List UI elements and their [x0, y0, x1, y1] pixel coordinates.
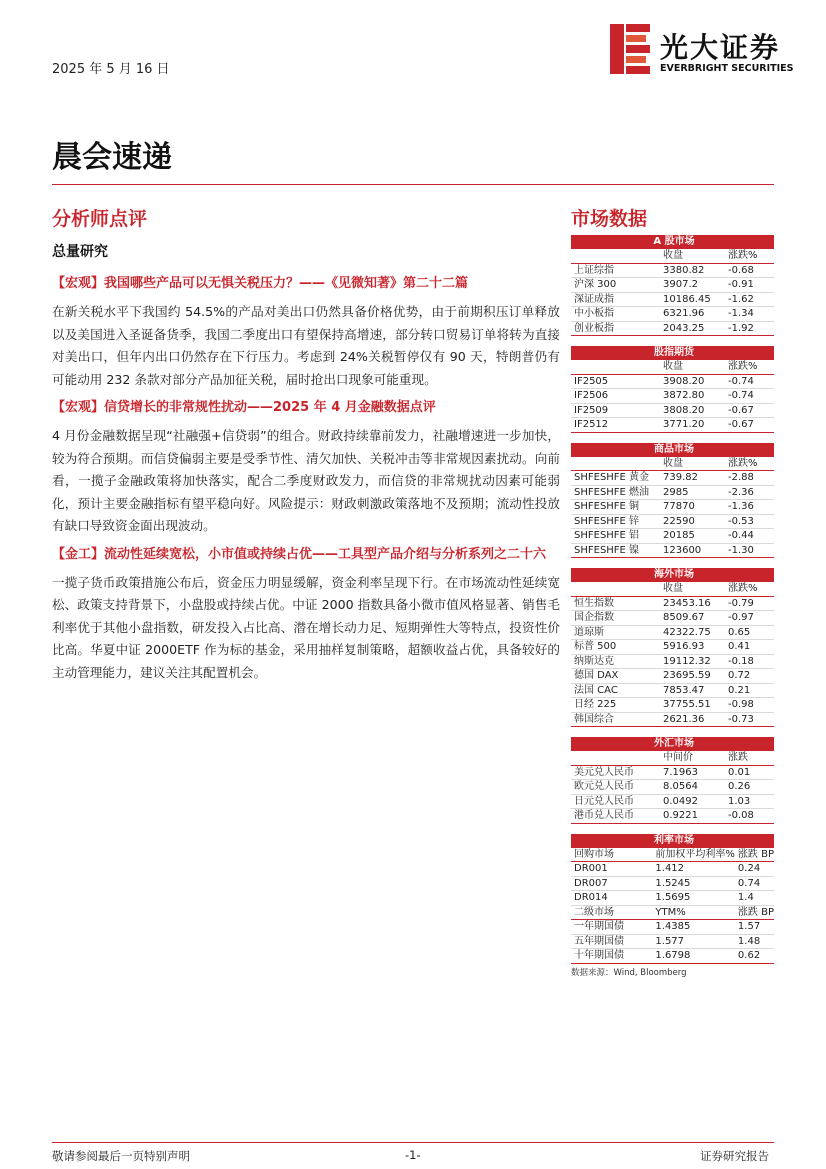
- table-cell: 1.48: [735, 934, 774, 949]
- table-header-row: [571, 249, 774, 263]
- table-cell: 2985: [660, 485, 725, 500]
- table-cell: 收盘: [660, 457, 725, 471]
- article-body: 4 月份金融数据呈现“社融强+信贷弱”的组合。财政持续靠前发力，社融增速进一步加快，较为符合预期。而信贷偏弱主要是受季节性、清欠加快、关税冲击等非常规因素扰动。向前看，一揽子金融政策将加快落实，配合二季度财政发力，而信贷的非常规扰动因素可能弱化，预计主要金融指标有望平稳向好。风险提示：财政刺激政策落地不及预期；流动性投放有缺口导致资金面出现波动。: [52, 428, 560, 533]
- table-row: [571, 611, 774, 626]
- table-cell: 6321.96: [660, 307, 725, 322]
- table-cell: SHFESHFE 锌: [571, 514, 660, 529]
- table-row: [571, 891, 774, 906]
- table-cell: 739.82: [660, 471, 725, 486]
- table-cell: 1.03: [725, 794, 774, 809]
- table-cell: 恒生指数: [571, 596, 660, 611]
- table-cell: -0.67: [725, 418, 774, 433]
- page-number: -1-: [405, 1148, 421, 1162]
- brand-logo: [610, 24, 800, 76]
- footer-divider: [52, 1142, 774, 1143]
- table-cell: IF2506: [571, 389, 660, 404]
- table-row: [571, 514, 774, 529]
- table-row: [571, 920, 774, 935]
- table-band: [571, 235, 774, 249]
- table-cell: DR007: [571, 876, 652, 891]
- table-cell: -0.79: [725, 596, 774, 611]
- table-cell: 二级市场: [571, 905, 652, 920]
- table-cell: 德国 DAX: [571, 669, 660, 684]
- table-cell: SHFESHFE 铜: [571, 500, 660, 515]
- table-cell: 韩国综合: [571, 712, 660, 727]
- table-row: [571, 698, 774, 713]
- table-cell: 一年期国债: [571, 920, 652, 935]
- table-cell: 涨跌: [725, 751, 774, 765]
- report-date: 2025 年 5 月 16 日: [52, 62, 170, 77]
- table-row: [571, 640, 774, 655]
- table-band-label: 商品市场: [571, 443, 774, 457]
- table-cell: 涨跌%: [725, 582, 774, 596]
- table-cell: 前加权平均利率%: [652, 848, 735, 862]
- data-source-note: 数据来源：Wind, Bloomberg: [571, 967, 687, 978]
- table-header-row: [571, 582, 774, 596]
- table-cell: 3771.20: [660, 418, 725, 433]
- table-cell: 5916.93: [660, 640, 725, 655]
- table-row: [571, 654, 774, 669]
- table-cell: 3808.20: [660, 403, 725, 418]
- table-row: [571, 263, 774, 278]
- table-cell: 3380.82: [660, 263, 725, 278]
- table-row: [571, 307, 774, 322]
- table-header-row: [571, 457, 774, 471]
- article-title: 【金工】流动性延续宽松，小市值或持续占优——工具型产品介绍与分析系列之二十六: [52, 546, 547, 562]
- footer-report-type: 证券研究报告: [700, 1149, 769, 1163]
- table-cell: 回购市场: [571, 848, 652, 862]
- table-row: [571, 321, 774, 336]
- table-band-label: 外汇市场: [571, 737, 774, 751]
- table-band-label: 利率市场: [571, 834, 774, 848]
- table-cell: 标普 500: [571, 640, 660, 655]
- table-cell: -0.68: [725, 263, 774, 278]
- table-cell: -1.92: [725, 321, 774, 336]
- table-cell: 收盘: [660, 582, 725, 596]
- table-cell: 3907.2: [660, 278, 725, 293]
- table-cell: 1.6798: [652, 949, 735, 964]
- table-cell: [571, 582, 660, 596]
- analyst-section-heading: 分析师点评: [52, 208, 148, 230]
- table-cell: 19112.32: [660, 654, 725, 669]
- title-divider: [52, 184, 774, 185]
- market-data-column: [571, 204, 774, 978]
- table-band: [571, 443, 774, 457]
- table-cell: -0.98: [725, 698, 774, 713]
- table-cell: -0.73: [725, 712, 774, 727]
- market-data-heading: 市场数据: [571, 208, 648, 230]
- table-cell: 23453.16: [660, 596, 725, 611]
- table-cell: 日经 225: [571, 698, 660, 713]
- table-cell: 涨跌 BP: [735, 905, 774, 920]
- table-cell: 涨跌%: [725, 360, 774, 374]
- table-cell: DR014: [571, 891, 652, 906]
- table-cell: 37755.51: [660, 698, 725, 713]
- table-cell: 1.577: [652, 934, 735, 949]
- table-cell: 22590: [660, 514, 725, 529]
- table-cell: IF2509: [571, 403, 660, 418]
- table-cell: 0.26: [725, 780, 774, 795]
- table-cell: 7853.47: [660, 683, 725, 698]
- table-row: [571, 278, 774, 293]
- table-band: [571, 737, 774, 751]
- table-cell: 2043.25: [660, 321, 725, 336]
- brand-name-cn: 光大证券: [660, 31, 781, 64]
- table-row: [571, 389, 774, 404]
- table-cell: 涨跌%: [725, 249, 774, 263]
- table-cell: 8509.67: [660, 611, 725, 626]
- table-cell: 1.57: [735, 920, 774, 935]
- table-cell: -0.91: [725, 278, 774, 293]
- table-band: [571, 346, 774, 360]
- table-cell: SHFESHFE 黄金: [571, 471, 660, 486]
- table-cell: 国企指数: [571, 611, 660, 626]
- table-cell: 3872.80: [660, 389, 725, 404]
- research-subheading: 总量研究: [52, 244, 108, 260]
- report-title: 晨会速递: [52, 140, 172, 175]
- table-row: [571, 669, 774, 684]
- table-cell: IF2512: [571, 418, 660, 433]
- table-cell: 五年期国债: [571, 934, 652, 949]
- market-table: [571, 737, 774, 824]
- table-row: [571, 543, 774, 558]
- table-cell: [571, 249, 660, 263]
- table-cell: 中小板指: [571, 307, 660, 322]
- table-cell: -0.08: [725, 809, 774, 824]
- table-band-label: A 股市场: [571, 235, 774, 249]
- market-table: [571, 568, 774, 727]
- table-cell: 涨跌 BP: [735, 848, 774, 862]
- article-body: 在新关税水平下我国约 54.5%的产品对美出口仍然具备价格优势，由于前期积压订单释放以及美国进入圣诞备货季，我国二季度出口有望保持高增速，部分转口贸易订单将转为直接对美出口，但年内出口仍然存在下行压力。考虑到 24%关税暂停仅有 90 天，特朗普仍有可能动用 232 条款对部分产品加征关税，届时抢出口现象可能重现。: [52, 304, 560, 387]
- table-row: [571, 683, 774, 698]
- table-row: [571, 292, 774, 307]
- table-cell: 0.74: [735, 876, 774, 891]
- table-cell: -1.34: [725, 307, 774, 322]
- table-cell: 深证成指: [571, 292, 660, 307]
- table-cell: -1.62: [725, 292, 774, 307]
- table-cell: 道琼斯: [571, 625, 660, 640]
- table-cell: 法国 CAC: [571, 683, 660, 698]
- article-body: 一揽子货币政策措施公布后，资金压力明显缓解，资金利率呈现下行。在市场流动性延续宽松、政策支持背景下，小盘股或持续占优。中证 2000 指数具备小微市值风格显著、销售毛利率优于其他小盘指数，研发投入占比高、潜在增长动力足、短期弹性大等特点，投资性价比高。华夏中证 2000ETF 作为标的基金，采用抽样复制策略，超额收益占优，具备较好的主动管理能力，建议关注其配置机会。: [52, 574, 560, 680]
- table-header-row: [571, 848, 774, 862]
- market-table: [571, 443, 774, 559]
- table-row: [571, 794, 774, 809]
- article-title: 【宏观】信贷增长的非常规性扰动——2025 年 4 月金融数据点评: [52, 400, 436, 415]
- table-cell: -1.36: [725, 500, 774, 515]
- table-cell: 0.41: [725, 640, 774, 655]
- table-cell: 0.65: [725, 625, 774, 640]
- table-header-row: [571, 360, 774, 374]
- table-cell: -0.18: [725, 654, 774, 669]
- table-cell: [571, 751, 660, 765]
- market-table: [571, 235, 774, 336]
- table-cell: 20185: [660, 529, 725, 544]
- table-row: [571, 403, 774, 418]
- table-cell: 1.5245: [652, 876, 735, 891]
- market-tables: [571, 235, 774, 964]
- table-cell: 8.0564: [660, 780, 725, 795]
- table-row: [571, 876, 774, 891]
- table-cell: 涨跌%: [725, 457, 774, 471]
- table-cell: 1.5695: [652, 891, 735, 906]
- table-cell: 77870: [660, 500, 725, 515]
- table-cell: -1.30: [725, 543, 774, 558]
- table-row: [571, 529, 774, 544]
- table-cell: 1.4: [735, 891, 774, 906]
- table-cell: 美元兑人民币: [571, 765, 660, 780]
- table-header-row: [571, 751, 774, 765]
- table-row: [571, 625, 774, 640]
- table-cell: 0.9221: [660, 809, 725, 824]
- table-row: [571, 862, 774, 877]
- table-cell: 十年期国债: [571, 949, 652, 964]
- table-row: [571, 500, 774, 515]
- table-band-label: 海外市场: [571, 568, 774, 582]
- table-cell: 0.01: [725, 765, 774, 780]
- table-cell: YTM%: [652, 905, 735, 920]
- table-cell: 0.21: [725, 683, 774, 698]
- table-row: [571, 596, 774, 611]
- table-cell: 纳斯达克: [571, 654, 660, 669]
- table-cell: 1.412: [652, 862, 735, 877]
- table-cell: 0.62: [735, 949, 774, 964]
- table-cell: 日元兑人民币: [571, 794, 660, 809]
- table-cell: 10186.45: [660, 292, 725, 307]
- table-cell: -0.97: [725, 611, 774, 626]
- table-cell: 港币兑人民币: [571, 809, 660, 824]
- table-cell: -2.88: [725, 471, 774, 486]
- table-band: [571, 568, 774, 582]
- table-row: [571, 765, 774, 780]
- table-cell: 收盘: [660, 360, 725, 374]
- table-band-label: 股指期货: [571, 346, 774, 360]
- table-cell: 123600: [660, 543, 725, 558]
- table-cell: 0.0492: [660, 794, 725, 809]
- table-cell: SHFESHFE 铝: [571, 529, 660, 544]
- table-cell: 0.72: [725, 669, 774, 684]
- table-cell: 沪深 300: [571, 278, 660, 293]
- table-cell: -0.74: [725, 389, 774, 404]
- table-row: [571, 485, 774, 500]
- table-row: [571, 780, 774, 795]
- table-cell: -0.53: [725, 514, 774, 529]
- table-cell: 收盘: [660, 249, 725, 263]
- table-row: [571, 949, 774, 964]
- table-cell: 0.24: [735, 862, 774, 877]
- market-table: [571, 346, 774, 433]
- market-table: [571, 834, 774, 964]
- table-cell: 1.4385: [652, 920, 735, 935]
- table-row: [571, 374, 774, 389]
- table-subheader-row: [571, 905, 774, 920]
- table-cell: 中间价: [660, 751, 725, 765]
- everbright-logo-icon: [610, 24, 650, 74]
- table-band: [571, 834, 774, 848]
- table-cell: DR001: [571, 862, 652, 877]
- analyst-column: [52, 204, 560, 690]
- table-cell: SHFESHFE 燃油: [571, 485, 660, 500]
- table-cell: 23695.59: [660, 669, 725, 684]
- table-cell: SHFESHFE 镍: [571, 543, 660, 558]
- table-cell: 欧元兑人民币: [571, 780, 660, 795]
- table-row: [571, 809, 774, 824]
- table-cell: -0.67: [725, 403, 774, 418]
- table-row: [571, 418, 774, 433]
- table-cell: 上证综指: [571, 263, 660, 278]
- table-cell: -0.74: [725, 374, 774, 389]
- table-cell: 2621.36: [660, 712, 725, 727]
- table-row: [571, 934, 774, 949]
- table-cell: -0.44: [725, 529, 774, 544]
- table-cell: 创业板指: [571, 321, 660, 336]
- table-row: [571, 712, 774, 727]
- table-cell: -2.36: [725, 485, 774, 500]
- brand-name-en: EVERBRIGHT SECURITIES: [660, 63, 794, 74]
- table-cell: 7.1963: [660, 765, 725, 780]
- table-row: [571, 471, 774, 486]
- table-cell: 42322.75: [660, 625, 725, 640]
- table-cell: IF2505: [571, 374, 660, 389]
- footer-disclaimer: 敬请参阅最后一页特别声明: [52, 1149, 190, 1163]
- table-cell: [571, 360, 660, 374]
- table-cell: 3908.20: [660, 374, 725, 389]
- table-cell: [571, 457, 660, 471]
- article-title: 【宏观】我国哪些产品可以无惧关税压力？——《见微知著》第二十二篇: [52, 276, 469, 291]
